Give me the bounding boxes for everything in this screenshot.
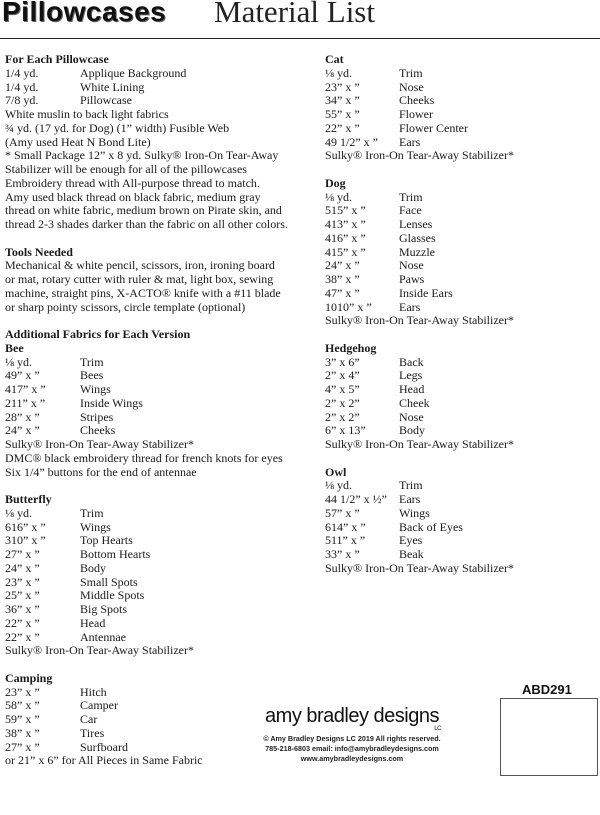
note-line: Stabilizer will be enough for all of the pillowcases [5, 162, 247, 176]
material-row [325, 521, 595, 535]
material-row [325, 493, 595, 507]
material-row [325, 273, 595, 287]
material-row [325, 301, 595, 315]
material-quantity: 2” x 2” [325, 409, 360, 424]
section-cat [325, 53, 595, 163]
material-quantity: ⅛ yd. [325, 478, 352, 493]
material-description: Big Spots [80, 602, 128, 616]
material-quantity: 413” x ” [325, 217, 366, 231]
footer [232, 705, 472, 764]
note-line: ¾ yd. (17 yd. for Dog) (1” width) Fusible Web [5, 120, 230, 135]
material-row [5, 94, 305, 108]
material-rows [325, 479, 595, 562]
material-quantity: ⅛ yd. [325, 189, 352, 204]
material-row [5, 507, 305, 521]
material-quantity: 57” x ” [325, 505, 360, 520]
material-quantity: 24” x ” [5, 423, 40, 438]
material-description: Small Spots [80, 574, 138, 589]
material-row [325, 246, 595, 260]
material-row [5, 397, 305, 411]
material-row [325, 136, 595, 150]
material-row [5, 603, 305, 617]
notes [5, 259, 305, 314]
material-row [5, 67, 305, 81]
section-heading: Dog [325, 175, 346, 190]
material-quantity: 38” x ” [325, 272, 360, 286]
material-description: Trim [399, 65, 423, 80]
material-quantity: 49 1/2” x ” [325, 134, 378, 149]
note-line: Sulky® Iron-On Tear-Away Stabilizer* [325, 148, 514, 163]
label-box [500, 698, 598, 776]
material-description: Camper [80, 698, 118, 713]
section-owl [325, 466, 595, 576]
material-quantity: 2” x 2” [325, 395, 360, 410]
material-row [325, 259, 595, 273]
note-line: Sulky® Iron-On Tear-Away Stabilizer* [325, 313, 514, 328]
brand-logo [265, 705, 441, 732]
product-code: ABD291 [522, 682, 572, 697]
material-description: Cheek [399, 395, 430, 410]
material-row [5, 411, 305, 425]
note-line: or mat, rotary cutter with ruler & mat, light box, sewing [5, 272, 274, 286]
notes [5, 644, 305, 658]
material-row [325, 356, 595, 370]
note-line: Sulky® Iron-On Tear-Away Stabilizer* [325, 437, 514, 451]
material-description: Body [399, 423, 426, 438]
material-description: Cheeks [80, 423, 116, 438]
material-quantity: 515” x ” [325, 203, 366, 218]
right-column [325, 53, 595, 576]
material-description: Bees [80, 368, 104, 383]
section-heading: Cat [325, 52, 344, 66]
section-heading: Camping [5, 670, 53, 685]
section-tools-needed [5, 246, 305, 315]
material-row [5, 81, 305, 95]
material-quantity: 23” x ” [5, 574, 40, 589]
material-description: Trim [399, 478, 423, 493]
material-row [325, 191, 595, 205]
material-rows [325, 191, 595, 315]
note-line: * Small Package 12” x 8 yd. Sulky® Iron-On Tear-Away [5, 148, 279, 163]
section-dog [325, 177, 595, 328]
material-quantity: 58” x ” [5, 698, 40, 713]
material-row [325, 397, 595, 411]
section-bee [5, 342, 305, 480]
material-description: Face [399, 203, 422, 218]
material-quantity: 2” x 4” [325, 368, 360, 383]
section-heading: Bee [5, 340, 24, 355]
material-quantity: 28” x ” [5, 409, 40, 424]
material-description: Antennae [80, 629, 126, 644]
material-row [325, 411, 595, 425]
material-quantity: ⅛ yd. [5, 354, 32, 369]
note-line: thread on white fabric, medium brown on Pirate skin, and [5, 203, 282, 218]
material-description: Car [80, 712, 98, 726]
section-heading: Owl [325, 464, 347, 479]
material-description: Back of Eyes [399, 519, 463, 534]
material-row [325, 94, 595, 108]
material-row [5, 617, 305, 631]
material-quantity: 27” x ” [5, 739, 40, 754]
material-rows [325, 67, 595, 150]
material-description: Surfboard [80, 739, 128, 754]
notes [325, 149, 595, 163]
material-rows [5, 67, 305, 108]
material-quantity: 22” x ” [325, 120, 360, 135]
material-description: Trim [80, 354, 104, 369]
material-row [325, 369, 595, 383]
material-quantity: 49” x ” [5, 368, 40, 383]
material-quantity: 27” x ” [5, 547, 40, 561]
material-quantity: 22” x ” [5, 629, 40, 644]
material-quantity: 23” x ” [5, 684, 40, 699]
material-row [325, 534, 595, 548]
note-line: or 21” x 6” for All Pieces in Same Fabric [5, 753, 203, 768]
material-description: Beak [399, 547, 424, 561]
section-hedgehog [325, 342, 595, 452]
material-quantity: 33” x ” [325, 547, 360, 561]
notes [5, 108, 305, 232]
material-quantity: 415” x ” [325, 244, 366, 259]
material-row [325, 548, 595, 562]
material-quantity: 22” x ” [5, 615, 40, 630]
material-quantity: 417” x ” [5, 382, 46, 396]
material-description: Inside Ears [399, 285, 453, 300]
material-description: Nose [399, 79, 424, 94]
material-description: White Lining [80, 79, 145, 94]
material-row [325, 383, 595, 397]
notes [325, 314, 595, 328]
material-description: Paws [399, 272, 425, 286]
note-line: Mechanical & white pencil, scissors, iron, ironing board [5, 258, 275, 273]
material-description: Top Hearts [80, 533, 133, 548]
material-row [5, 383, 305, 397]
material-row [325, 108, 595, 122]
material-row [325, 81, 595, 95]
material-row [325, 67, 595, 81]
material-row [325, 232, 595, 246]
notes [5, 438, 305, 479]
additional-fabrics-heading: Additional Fabrics for Each Version [5, 327, 191, 341]
material-row [5, 631, 305, 645]
material-description: Head [399, 382, 425, 396]
material-row [5, 686, 305, 700]
material-description: Legs [399, 368, 423, 383]
material-quantity: 55” x ” [325, 107, 360, 121]
material-quantity: 38” x ” [5, 725, 40, 740]
note-line: Six 1/4” buttons for the end of antennae [5, 464, 197, 479]
section-heading: For Each Pillowcase [5, 52, 109, 66]
website-text: www.amybradleydesigns.com [300, 754, 404, 763]
material-rows [325, 356, 595, 439]
material-description: Pillowcase [80, 93, 132, 108]
material-row [325, 287, 595, 301]
material-description: Ears [399, 492, 421, 506]
material-quantity: 24” x ” [325, 258, 360, 273]
section-for-each-pillowcase [5, 53, 305, 232]
material-description: Eyes [399, 533, 423, 548]
material-quantity: 23” x ” [325, 79, 360, 94]
material-description: Ears [399, 299, 421, 314]
material-description: Back [399, 354, 424, 369]
material-row [5, 356, 305, 370]
notes [325, 562, 595, 576]
material-description: Wings [80, 382, 111, 396]
material-description: Nose [399, 409, 424, 424]
material-quantity: 44 1/2” x ½” [325, 492, 387, 506]
material-row [5, 534, 305, 548]
material-description: Middle Spots [80, 588, 145, 603]
left-column [5, 53, 305, 768]
page-title-pillowcases: Pillowcases [2, 0, 167, 27]
material-description: Inside Wings [80, 395, 143, 410]
note-line: Amy used black thread on black fabric, medium gray [5, 189, 261, 204]
material-quantity: ⅛ yd. [325, 65, 352, 80]
note-line: (Amy used Heat N Bond Lite) [5, 134, 151, 149]
material-row [325, 218, 595, 232]
notes [325, 438, 595, 452]
note-line: machine, straight pins, X-ACTO® knife with a #11 blade [5, 285, 281, 300]
material-row [5, 576, 305, 590]
material-description: Applique Background [80, 65, 187, 80]
material-description: Wings [399, 505, 430, 520]
material-row [5, 589, 305, 603]
material-row [325, 507, 595, 521]
material-quantity: 25” x ” [5, 588, 40, 603]
material-description: Bottom Hearts [80, 547, 151, 561]
material-row [325, 122, 595, 136]
material-quantity: 1/4 yd. [5, 79, 39, 94]
material-quantity: 34” x ” [325, 93, 360, 108]
material-description: Hitch [80, 684, 107, 699]
material-row [5, 424, 305, 438]
note-line: thread 2-3 shades darker than the fabric on all other colors. [5, 217, 288, 231]
section-heading: Hedgehog [325, 340, 377, 355]
material-quantity: 47” x ” [325, 285, 360, 300]
material-row [5, 562, 305, 576]
material-description: Cheeks [399, 93, 435, 108]
page-title-material-list: Material List [214, 0, 375, 29]
material-quantity: 1010” x ” [325, 299, 372, 314]
material-row [5, 548, 305, 562]
note-line: Sulky® Iron-On Tear-Away Stabilizer* [5, 437, 194, 451]
note-line: Sulky® Iron-On Tear-Away Stabilizer* [5, 643, 194, 658]
material-row [325, 479, 595, 493]
material-row [325, 424, 595, 438]
material-description: Flower [399, 107, 433, 121]
material-quantity: 4” x 5” [325, 382, 360, 396]
note-line: Sulky® Iron-On Tear-Away Stabilizer* [325, 560, 514, 575]
material-description: Trim [80, 505, 104, 520]
material-description: Tires [80, 725, 105, 740]
material-description: Flower Center [399, 120, 468, 135]
material-description: Body [80, 560, 107, 575]
material-quantity: ⅛ yd. [5, 505, 32, 520]
material-description: Trim [399, 189, 423, 204]
material-quantity: 59” x ” [5, 712, 40, 726]
material-description: Ears [399, 134, 421, 149]
material-description: Wings [80, 519, 111, 534]
material-quantity: 614” x ” [325, 519, 366, 534]
material-description: Head [80, 615, 106, 630]
material-quantity: 24” x ” [5, 560, 40, 575]
material-rows [5, 356, 305, 439]
note-line: DMC® black embroidery thread for french knots for eyes [5, 450, 283, 465]
note-line: or sharp pointy scissors, circle template (optional) [5, 299, 246, 314]
contact-text: 785-218-6803 email: info@amybradleydesigns.com [265, 744, 439, 753]
material-rows [5, 507, 305, 645]
note-line: White muslin to back light fabrics [5, 107, 169, 121]
material-description: Muzzle [399, 244, 435, 259]
material-description: Lenses [399, 217, 433, 231]
material-row [5, 369, 305, 383]
copyright-text: © Amy Bradley Designs LC 2019 All rights reserved. [263, 734, 441, 743]
section-butterfly [5, 493, 305, 658]
material-quantity: 416” x ” [325, 230, 366, 245]
material-quantity: 616” x ” [5, 519, 46, 534]
brand-logo-suffix: LC [434, 726, 441, 732]
section-heading: Tools Needed [5, 244, 73, 259]
material-quantity: 6” x 13” [325, 423, 366, 438]
material-description: Glasses [399, 230, 436, 245]
material-quantity: 3” x 6” [325, 354, 360, 369]
page-header [0, 0, 600, 38]
brand-logo-text: amy bradley designs [265, 705, 439, 727]
material-row [325, 204, 595, 218]
material-description: Stripes [80, 409, 114, 424]
header-divider [0, 38, 600, 39]
material-row [5, 521, 305, 535]
material-description: Nose [399, 258, 424, 273]
material-quantity: 36” x ” [5, 602, 40, 616]
material-quantity: 310” x ” [5, 533, 46, 548]
note-line: Embroidery thread with All-purpose thread to match. [5, 175, 260, 190]
material-quantity: 7/8 yd. [5, 93, 39, 108]
material-quantity: 1/4 yd. [5, 65, 39, 80]
material-quantity: 211” x ” [5, 395, 46, 410]
material-quantity: 511” x ” [325, 533, 366, 548]
section-heading: Butterfly [5, 492, 52, 506]
